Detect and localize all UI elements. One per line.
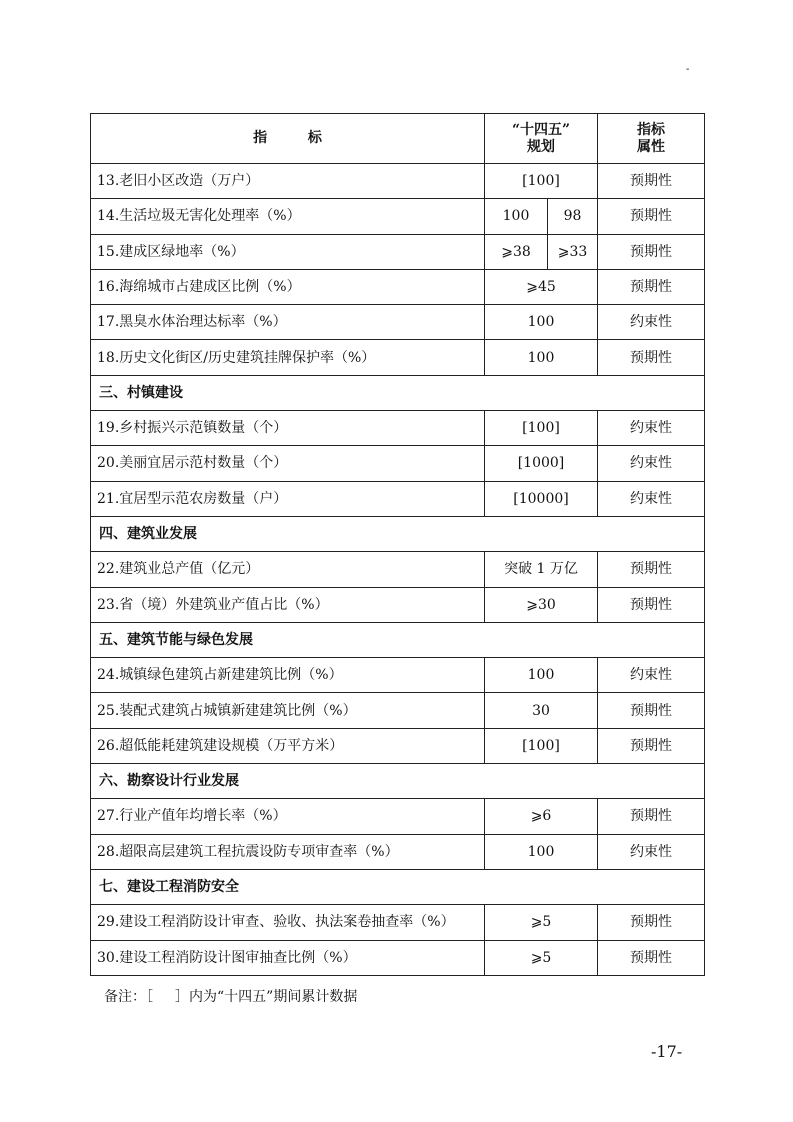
plan-value: [100] bbox=[485, 728, 598, 763]
indicator-attribute: 约束性 bbox=[598, 446, 705, 481]
indicator-attribute: 预期性 bbox=[598, 693, 705, 728]
note-suffix: ］内为“十四五”期间累计数据 bbox=[175, 989, 358, 1005]
table-row bbox=[91, 305, 705, 340]
indicator-attribute: 预期性 bbox=[598, 799, 705, 834]
indicator-name: 23.省（境）外建筑业产值占比（%） bbox=[91, 587, 485, 622]
table-row bbox=[91, 269, 705, 304]
section-title: 六、勘察设计行业发展 bbox=[91, 764, 705, 799]
indicator-name: 29.建设工程消防设计审查、验收、执法案卷抽查率（%） bbox=[91, 905, 485, 940]
indicator-attribute: 约束性 bbox=[598, 305, 705, 340]
plan-value-b: ⩾33 bbox=[548, 234, 598, 269]
indicator-attribute: 约束性 bbox=[598, 834, 705, 869]
table-header-row bbox=[91, 114, 705, 164]
indicator-attribute: 约束性 bbox=[598, 481, 705, 516]
indicator-attribute: 预期性 bbox=[598, 905, 705, 940]
section-title: 五、建筑节能与绿色发展 bbox=[91, 622, 705, 657]
plan-value: 100 bbox=[485, 658, 598, 693]
table-row bbox=[91, 834, 705, 869]
table-row bbox=[91, 940, 705, 975]
plan-value-a: 100 bbox=[485, 199, 548, 234]
indicator-name: 25.装配式建筑占城镇新建建筑比例（%） bbox=[91, 693, 485, 728]
indicator-name: 18.历史文化街区/历史建筑挂牌保护率（%） bbox=[91, 340, 485, 375]
indicator-attribute: 预期性 bbox=[598, 199, 705, 234]
header-plan-line1: “十四五” bbox=[511, 122, 571, 139]
header-attr bbox=[598, 114, 705, 164]
table-row bbox=[91, 446, 705, 481]
table-row bbox=[91, 199, 705, 234]
table-row bbox=[91, 164, 705, 199]
section-title: 三、村镇建设 bbox=[91, 375, 705, 410]
header-mark: - bbox=[686, 64, 690, 75]
section-row bbox=[91, 516, 705, 551]
plan-value: [10000] bbox=[485, 481, 598, 516]
indicator-name: 16.海绵城市占建成区比例（%） bbox=[91, 269, 485, 304]
header-plan bbox=[485, 114, 598, 164]
table-row bbox=[91, 481, 705, 516]
indicator-attribute: 预期性 bbox=[598, 234, 705, 269]
indicator-name: 13.老旧小区改造（万户） bbox=[91, 164, 485, 199]
table-row bbox=[91, 234, 705, 269]
indicator-name: 19.乡村振兴示范镇数量（个） bbox=[91, 411, 485, 446]
plan-value: ⩾45 bbox=[485, 269, 598, 304]
indicator-name: 14.生活垃圾无害化处理率（%） bbox=[91, 199, 485, 234]
indicator-attribute: 预期性 bbox=[598, 552, 705, 587]
section-title: 七、建设工程消防安全 bbox=[91, 869, 705, 904]
indicator-name: 20.美丽宜居示范村数量（个） bbox=[91, 446, 485, 481]
indicator-name: 27.行业产值年均增长率（%） bbox=[91, 799, 485, 834]
indicator-name: 26.超低能耗建筑建设规模（万平方米） bbox=[91, 728, 485, 763]
plan-value: 100 bbox=[485, 834, 598, 869]
table-row bbox=[91, 905, 705, 940]
indicator-name: 30.建设工程消防设计图审抽查比例（%） bbox=[91, 940, 485, 975]
section-row bbox=[91, 764, 705, 799]
plan-value: [100] bbox=[485, 411, 598, 446]
plan-value: 100 bbox=[485, 340, 598, 375]
header-indicator: 指 标 bbox=[91, 114, 485, 164]
indicator-attribute: 预期性 bbox=[598, 269, 705, 304]
plan-value-b: 98 bbox=[548, 199, 598, 234]
plan-value: 突破 1 万亿 bbox=[485, 552, 598, 587]
indicator-name: 22.建筑业总产值（亿元） bbox=[91, 552, 485, 587]
section-title: 四、建筑业发展 bbox=[91, 516, 705, 551]
table-row bbox=[91, 340, 705, 375]
indicator-attribute: 预期性 bbox=[598, 164, 705, 199]
section-row bbox=[91, 869, 705, 904]
indicator-name: 15.建成区绿地率（%） bbox=[91, 234, 485, 269]
plan-value: 100 bbox=[485, 305, 598, 340]
indicator-attribute: 预期性 bbox=[598, 587, 705, 622]
indicator-name: 24.城镇绿色建筑占新建建筑比例（%） bbox=[91, 658, 485, 693]
note-prefix: 备注：［ bbox=[104, 989, 153, 1005]
indicator-name: 21.宜居型示范农房数量（户） bbox=[91, 481, 485, 516]
table-row bbox=[91, 728, 705, 763]
indicator-name: 28.超限高层建筑工程抗震设防专项审查率（%） bbox=[91, 834, 485, 869]
indicator-attribute: 约束性 bbox=[598, 411, 705, 446]
section-row bbox=[91, 375, 705, 410]
plan-value: ⩾6 bbox=[485, 799, 598, 834]
table-row bbox=[91, 411, 705, 446]
header-attr-line1: 指标 bbox=[637, 122, 666, 139]
table-row bbox=[91, 552, 705, 587]
table-row bbox=[91, 587, 705, 622]
indicator-table bbox=[90, 113, 705, 976]
indicator-attribute: 预期性 bbox=[598, 728, 705, 763]
plan-value: ⩾5 bbox=[485, 905, 598, 940]
header-plan-line2: 规划 bbox=[527, 138, 555, 155]
page-number: -17- bbox=[651, 1042, 683, 1061]
indicator-attribute: 约束性 bbox=[598, 658, 705, 693]
header-attr-line2: 属性 bbox=[637, 138, 666, 155]
section-row bbox=[91, 622, 705, 657]
indicator-name: 17.黑臭水体治理达标率（%） bbox=[91, 305, 485, 340]
indicator-table-body bbox=[91, 114, 705, 976]
indicator-attribute: 预期性 bbox=[598, 940, 705, 975]
table-row bbox=[91, 658, 705, 693]
plan-value-a: ⩾38 bbox=[485, 234, 548, 269]
plan-value: ⩾5 bbox=[485, 940, 598, 975]
table-note bbox=[104, 986, 357, 1006]
plan-value: 30 bbox=[485, 693, 598, 728]
indicator-attribute: 预期性 bbox=[598, 340, 705, 375]
table-row bbox=[91, 799, 705, 834]
plan-value: ⩾30 bbox=[485, 587, 598, 622]
table-row bbox=[91, 693, 705, 728]
plan-value: [1000] bbox=[485, 446, 598, 481]
plan-value: [100] bbox=[485, 164, 598, 199]
